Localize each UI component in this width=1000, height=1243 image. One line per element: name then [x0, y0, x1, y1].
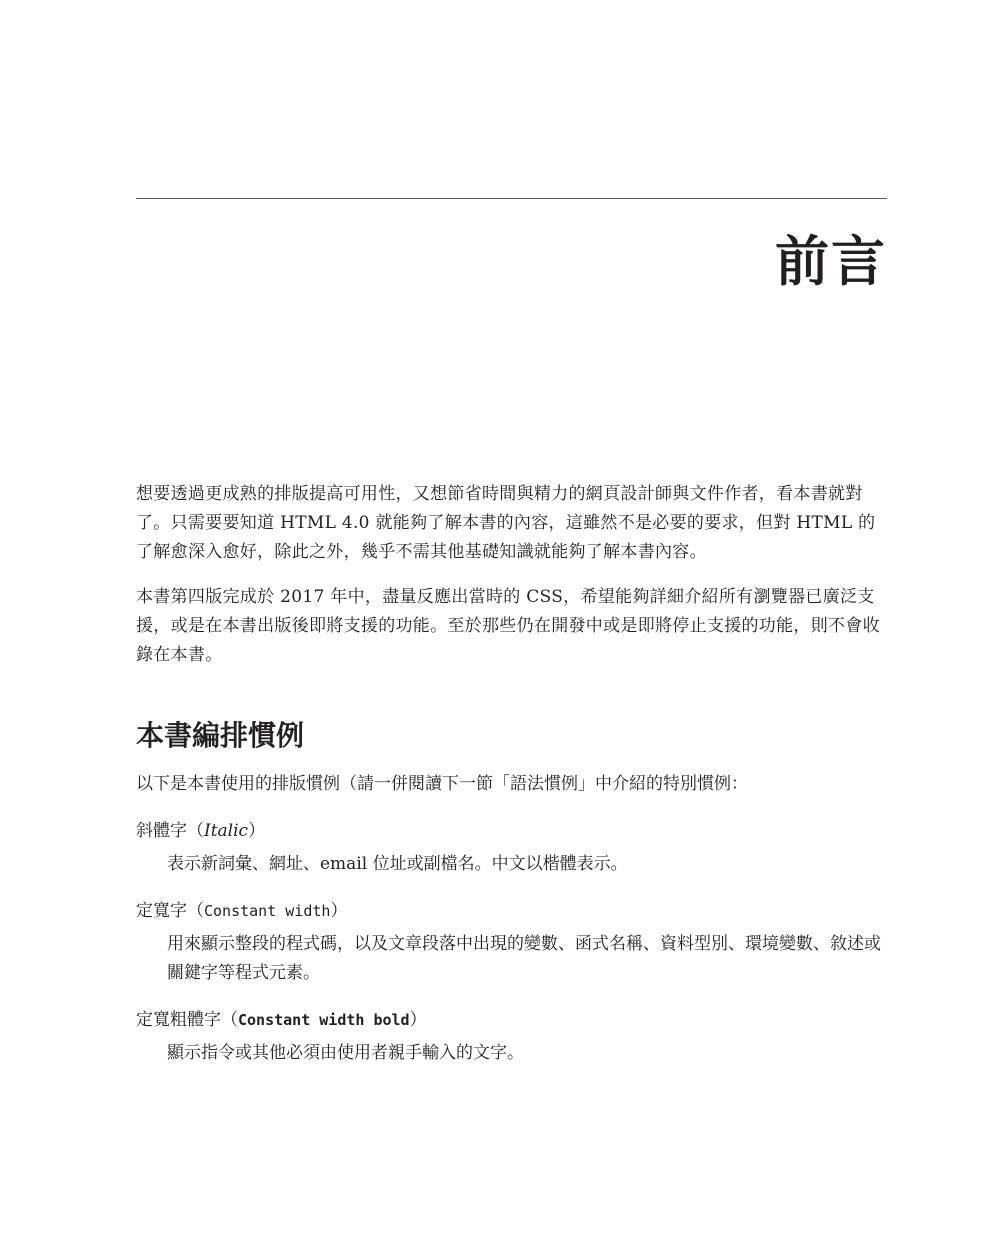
term-english: Italic — [204, 821, 249, 841]
term-english: Constant width bold — [238, 1011, 410, 1029]
term-close-paren: ） — [330, 901, 348, 921]
convention-term — [136, 1006, 887, 1035]
term-english: Constant width — [204, 902, 331, 920]
chapter-title: 前言 — [775, 230, 887, 293]
term-label: 斜體字 — [136, 821, 187, 841]
convention-term — [136, 817, 887, 846]
convention-item-constant-width — [136, 897, 887, 988]
chapter-rule — [136, 198, 887, 199]
convention-description: 表示新詞彙、網址、email 位址或副檔名。中文以楷體表示。 — [167, 854, 628, 874]
convention-term — [136, 897, 887, 926]
convention-item-italic — [136, 817, 887, 879]
term-open-paren: （ — [221, 1010, 238, 1030]
term-open-paren: （ — [187, 901, 204, 921]
term-label: 定寬字 — [136, 901, 187, 921]
section-title: 本書編排慣例 — [136, 719, 305, 752]
convention-description: 用來顯示整段的程式碼，以及文章段落中出現的變數、函式名稱、資料型別、環境變數、敘述或關鍵字等程式元素。 — [167, 934, 881, 983]
paragraph: 本書第四版完成於 2017 年中，盡量反應出當時的 CSS，希望能夠詳細介紹所有瀏覽器已廣泛支援，或是在本書出版後即將支援的功能。至於那些仍在開發中或是即將停止支援的功能，則不會收錄在本書。 — [136, 587, 880, 665]
section-intro: 以下是本書使用的排版慣例（請一併閱讀下一節「語法慣例」中介紹的特別慣例： — [136, 774, 748, 794]
page-body — [136, 480, 887, 1086]
term-close-paren: ） — [248, 821, 266, 841]
convention-description: 顯示指令或其他必須由使用者親手輸入的文字。 — [167, 1043, 524, 1063]
convention-item-constant-width-bold — [136, 1006, 887, 1068]
term-label: 定寬粗體字 — [136, 1010, 221, 1030]
paragraph: 想要透過更成熟的排版提高可用性，又想節省時間與精力的網頁設計師與文件作者，看本書就對了。只需要要知道 HTML 4.0 就能夠了解本書的內容，這雖然不是必要的要求，但對 HTML 的了解愈深入愈好，除此之外，幾乎不需其他基礎知識就能夠了解本書內容。 — [136, 484, 876, 562]
term-close-paren: ） — [409, 1010, 427, 1030]
term-open-paren: （ — [187, 821, 204, 841]
